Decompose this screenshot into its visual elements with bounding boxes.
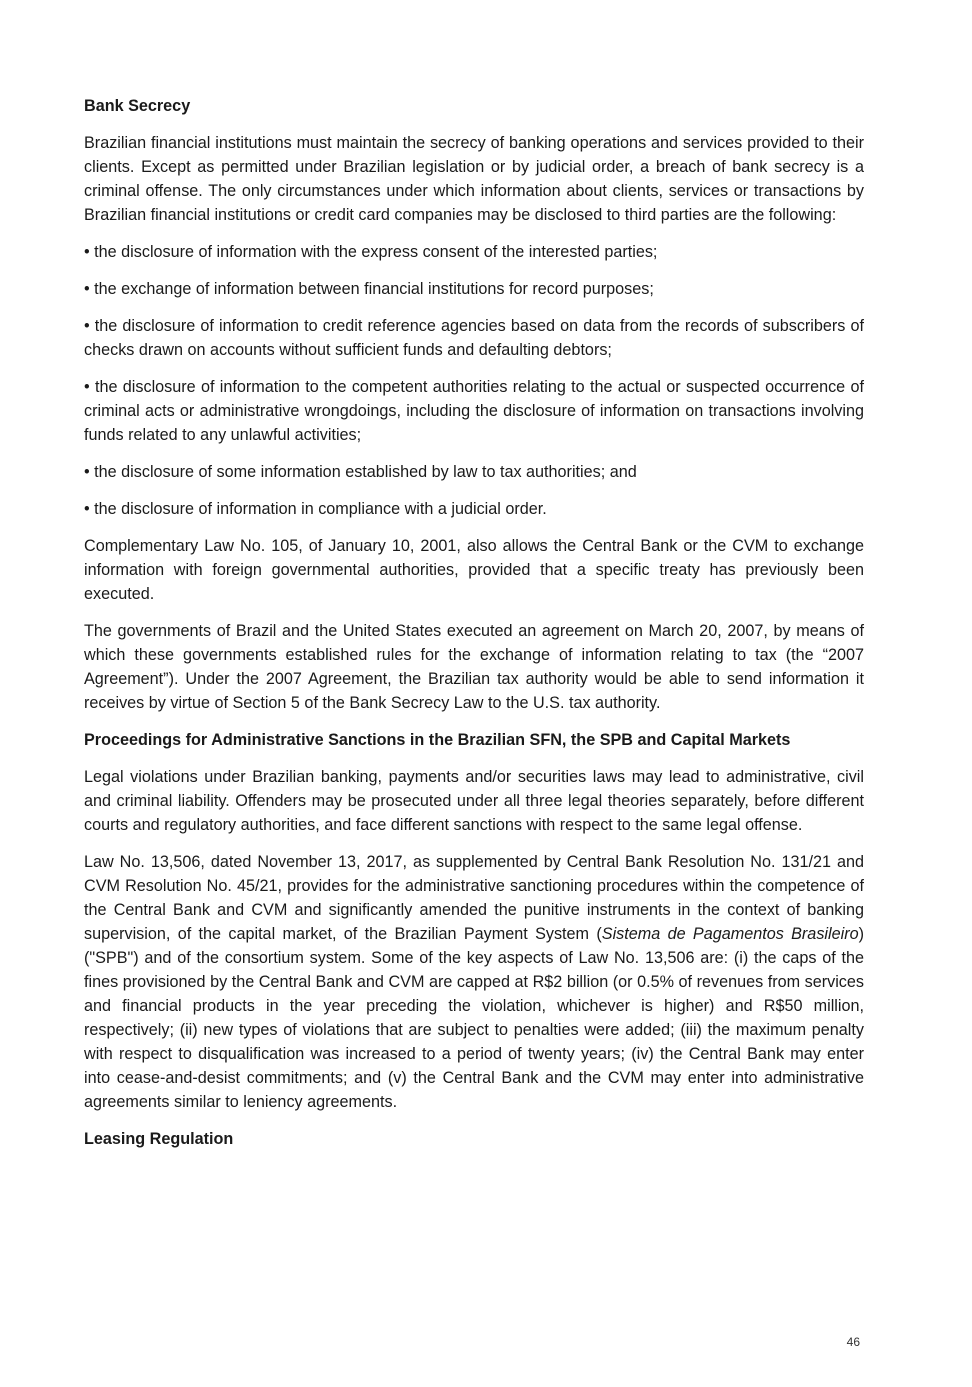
bullet-competent-authorities: • the disclosure of information to the competent authorities relating to the actual or suspected occurrence of criminal acts or administrative wrongdoings, including the disclosure of information on transactions involving funds related to any unlawful activities; <box>84 378 864 444</box>
bullet-judicial-order: • the disclosure of information in compliance with a judicial order. <box>84 500 547 518</box>
heading-bank-secrecy: Bank Secrecy <box>84 97 191 115</box>
paragraph-law-13506 <box>84 850 864 1114</box>
paragraph-complementary-law: Complementary Law No. 105, of January 10, 2001, also allows the Central Bank or the CVM to exchange information with foreign governmental authorities, provided that a specific treaty has previously been executed. <box>84 537 864 603</box>
paragraph-legal-violations: Legal violations under Brazilian banking, payments and/or securities laws may lead to administrative, civil and criminal liability. Offenders may be prosecuted under all three legal theories separately, before different courts and regulatory authorities, and face different sanctions with respect to the same legal offense. <box>84 768 864 834</box>
heading-leasing-regulation: Leasing Regulation <box>84 1130 234 1148</box>
bullet-exchange: • the exchange of information between financial institutions for record purposes; <box>84 280 654 298</box>
document-page <box>84 94 864 1164</box>
law-text-italic: Sistema de Pagamentos Brasileiro <box>601 925 859 943</box>
paragraph-intro: Brazilian financial institutions must maintain the secrecy of banking operations and services provided to their clients. Except as permitted under Brazilian legislation or by judicial order, a breach of bank secrecy is a criminal offense. The only circumstances under which information about clients, services or transactions by Brazilian financial institutions or credit card companies may be disclosed to third parties are the following: <box>84 134 864 224</box>
bullet-credit-agencies: • the disclosure of information to credit reference agencies based on data from the records of subscribers of checks drawn on accounts without sufficient funds and defaulting debtors; <box>84 317 864 359</box>
bullet-consent: • the disclosure of information with the express consent of the interested parties; <box>84 243 658 261</box>
law-text-part1: Law No. 13,506, dated November 13, 2017, as supplemented by Central Bank Resolution No. 131/21 and CVM Resolution No. 45/21, provides for the administrative sanctioning procedures within the competence of the Central Bank and CVM and significantly amended the punitive instruments in the context of banking supervision, of the capital market, of the Brazilian Payment System ( <box>84 853 864 943</box>
law-text-part2: ) ("SPB") and of the consortium system. Some of the key aspects of Law No. 13,506 are: (i) the caps of the fines provisioned by the Central Bank and CVM are capped at R$2 billion (or 0.5% of revenues from services and financial products in the year preceding the violation, whichever is higher) and R$50 million, respectively; (ii) new types of violations that are subject to penalties were added; (iii) the maximum penalty with respect to disqualification was increased to a period of twenty years; (iv) the Central Bank may enter into cease-and-desist commitments; and (v) the Central Bank and the CVM may enter into administrative agreements similar to leniency agreements. <box>84 925 864 1111</box>
page-number: 46 <box>846 1335 860 1349</box>
paragraph-2007-agreement: The governments of Brazil and the United States executed an agreement on March 20, 2007, by means of which these governments established rules for the exchange of information relating to tax (the “2007 Agreement”). Under the 2007 Agreement, the Brazilian tax authority would be able to send information it receives by virtue of Section 5 of the Bank Secrecy Law to the U.S. tax authority. <box>84 622 864 712</box>
bullet-tax-authorities: • the disclosure of some information established by law to tax authorities; and <box>84 463 637 481</box>
heading-administrative-sanctions: Proceedings for Administrative Sanctions in the Brazilian SFN, the SPB and Capital Markets <box>84 731 791 749</box>
